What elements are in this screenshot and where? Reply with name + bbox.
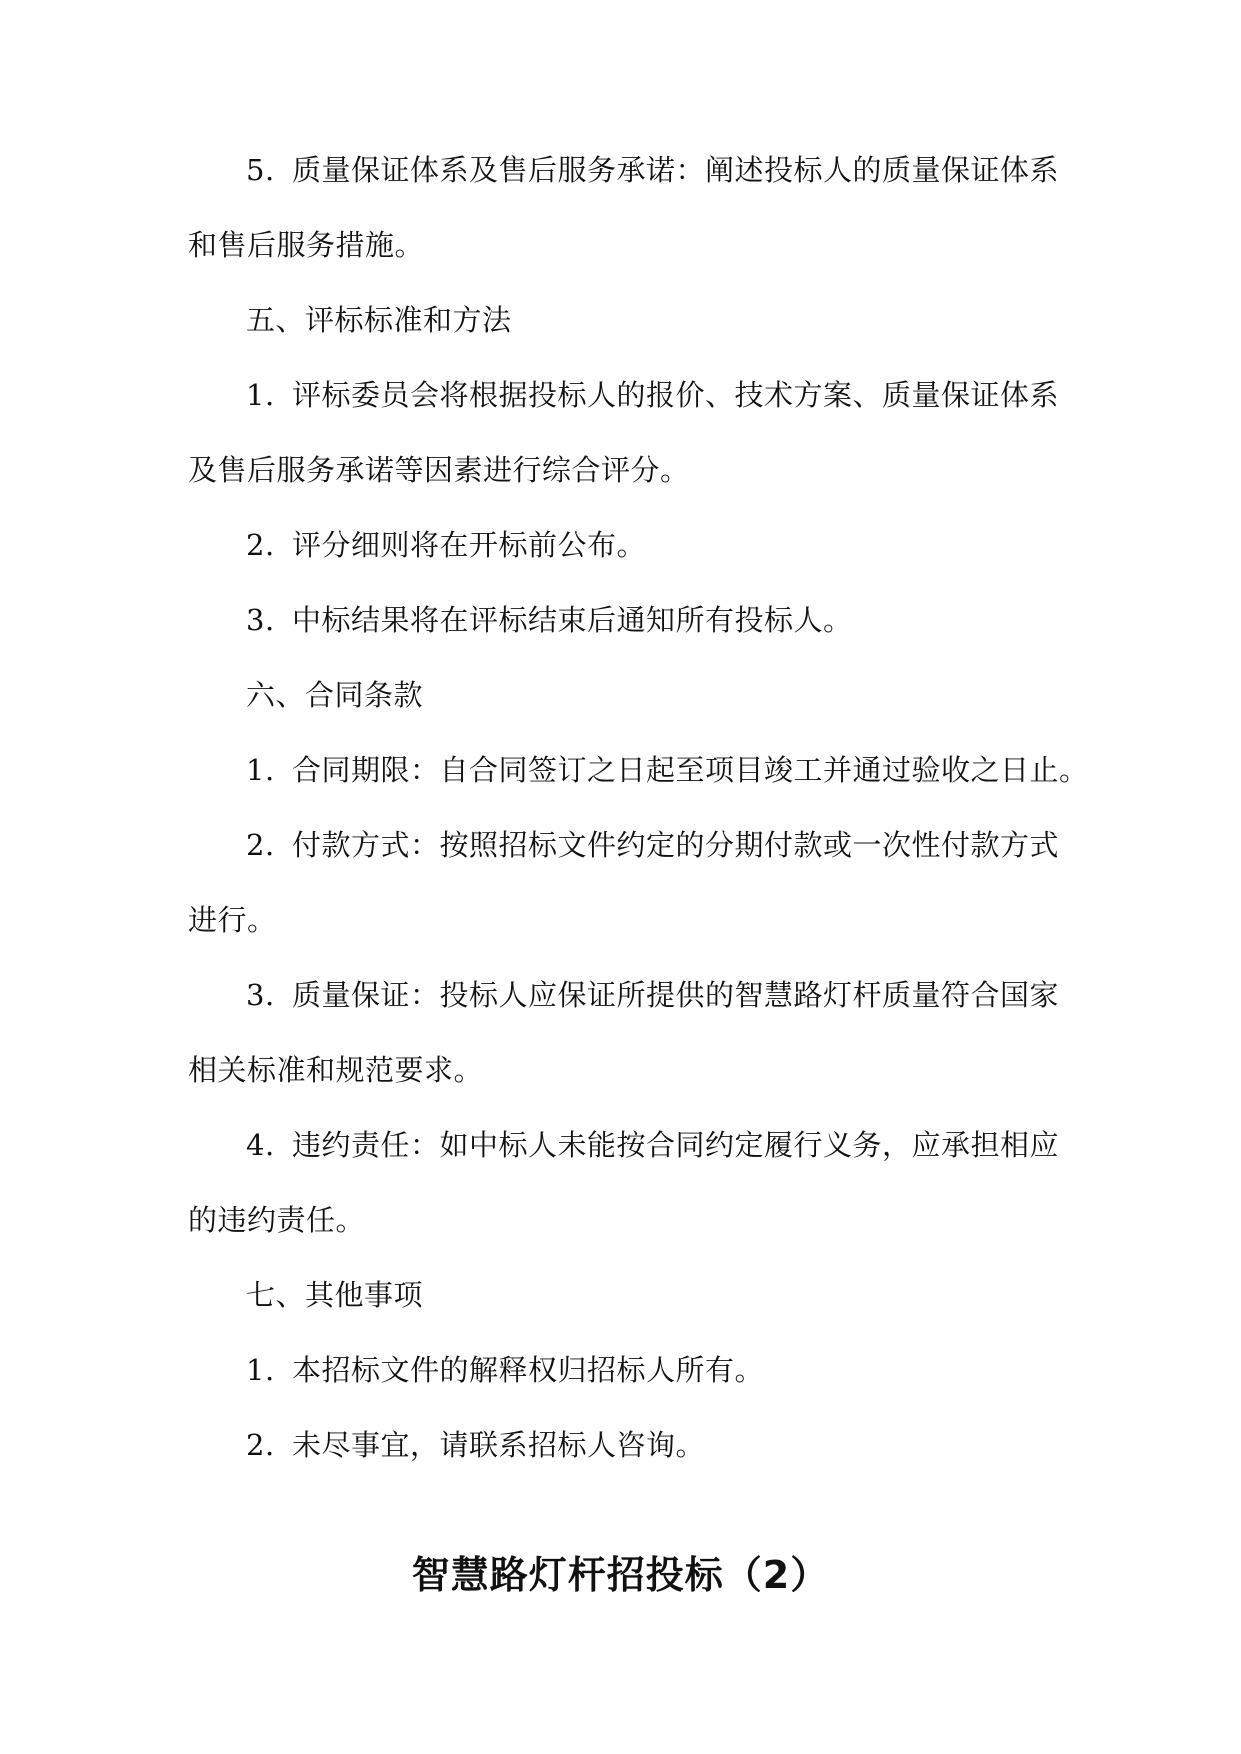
item-number: 1. <box>246 378 275 412</box>
line-text: 评标委员会将根据投标人的报价、技术方案、质量保证体系 <box>292 378 1060 412</box>
paragraph-line <box>246 975 1058 1015</box>
section-heading-text: 六、合同条款 <box>246 678 424 712</box>
line-text: 及售后服务承诺等因素进行综合评分。 <box>188 453 690 487</box>
line-text: 质量保证体系及售后服务承诺：阐述投标人的质量保证体系 <box>292 153 1060 187</box>
section-heading <box>246 300 1058 340</box>
paragraph-line <box>188 1200 1058 1240</box>
section-heading-text: 七、其他事项 <box>246 1278 424 1312</box>
line-text: 付款方式：按照招标文件约定的分期付款或一次性付款方式 <box>292 828 1060 862</box>
item-number: 2. <box>246 828 275 862</box>
paragraph-line <box>188 900 1058 940</box>
paragraph-line <box>246 1425 1058 1465</box>
paragraph-line <box>188 450 1058 490</box>
paragraph-line <box>246 525 1058 565</box>
item-number: 5. <box>246 153 275 187</box>
paragraph-line <box>246 750 1089 790</box>
line-text: 质量保证：投标人应保证所提供的智慧路灯杆质量符合国家 <box>292 978 1060 1012</box>
line-text: 违约责任：如中标人未能按合同约定履行义务，应承担相应 <box>292 1128 1060 1162</box>
document-title: 智慧路灯杆招投标（2） <box>411 1553 830 1597</box>
paragraph-line <box>246 825 1058 865</box>
line-text: 本招标文件的解释权归招标人所有。 <box>292 1353 765 1387</box>
item-number: 3. <box>246 603 275 637</box>
section-heading <box>246 675 1058 715</box>
line-text: 进行。 <box>188 903 277 937</box>
paragraph-line <box>246 600 1058 640</box>
line-text: 合同期限：自合同签订之日起至项目竣工并通过验收之日止。 <box>292 753 1089 787</box>
item-number: 4. <box>246 1128 275 1162</box>
paragraph-line <box>246 150 1058 190</box>
item-number: 1. <box>246 1353 275 1387</box>
paragraph-line <box>188 1050 1058 1090</box>
section-heading-text: 五、评标标准和方法 <box>246 303 512 337</box>
line-text: 中标结果将在评标结束后通知所有投标人。 <box>292 603 853 637</box>
line-text: 相关标准和规范要求。 <box>188 1053 484 1087</box>
item-number: 2. <box>246 528 275 562</box>
line-text: 未尽事宜，请联系招标人咨询。 <box>292 1428 706 1462</box>
line-text: 评分细则将在开标前公布。 <box>292 528 647 562</box>
paragraph-line <box>246 375 1058 415</box>
paragraph-line <box>246 1350 1058 1390</box>
paragraph-line <box>246 1125 1058 1165</box>
item-number: 3. <box>246 978 275 1012</box>
item-number: 1. <box>246 753 275 787</box>
paragraph-line <box>188 225 1058 265</box>
line-text: 和售后服务措施。 <box>188 228 425 262</box>
section-heading <box>246 1275 1058 1315</box>
line-text: 的违约责任。 <box>188 1203 366 1237</box>
item-number: 2. <box>246 1428 275 1462</box>
